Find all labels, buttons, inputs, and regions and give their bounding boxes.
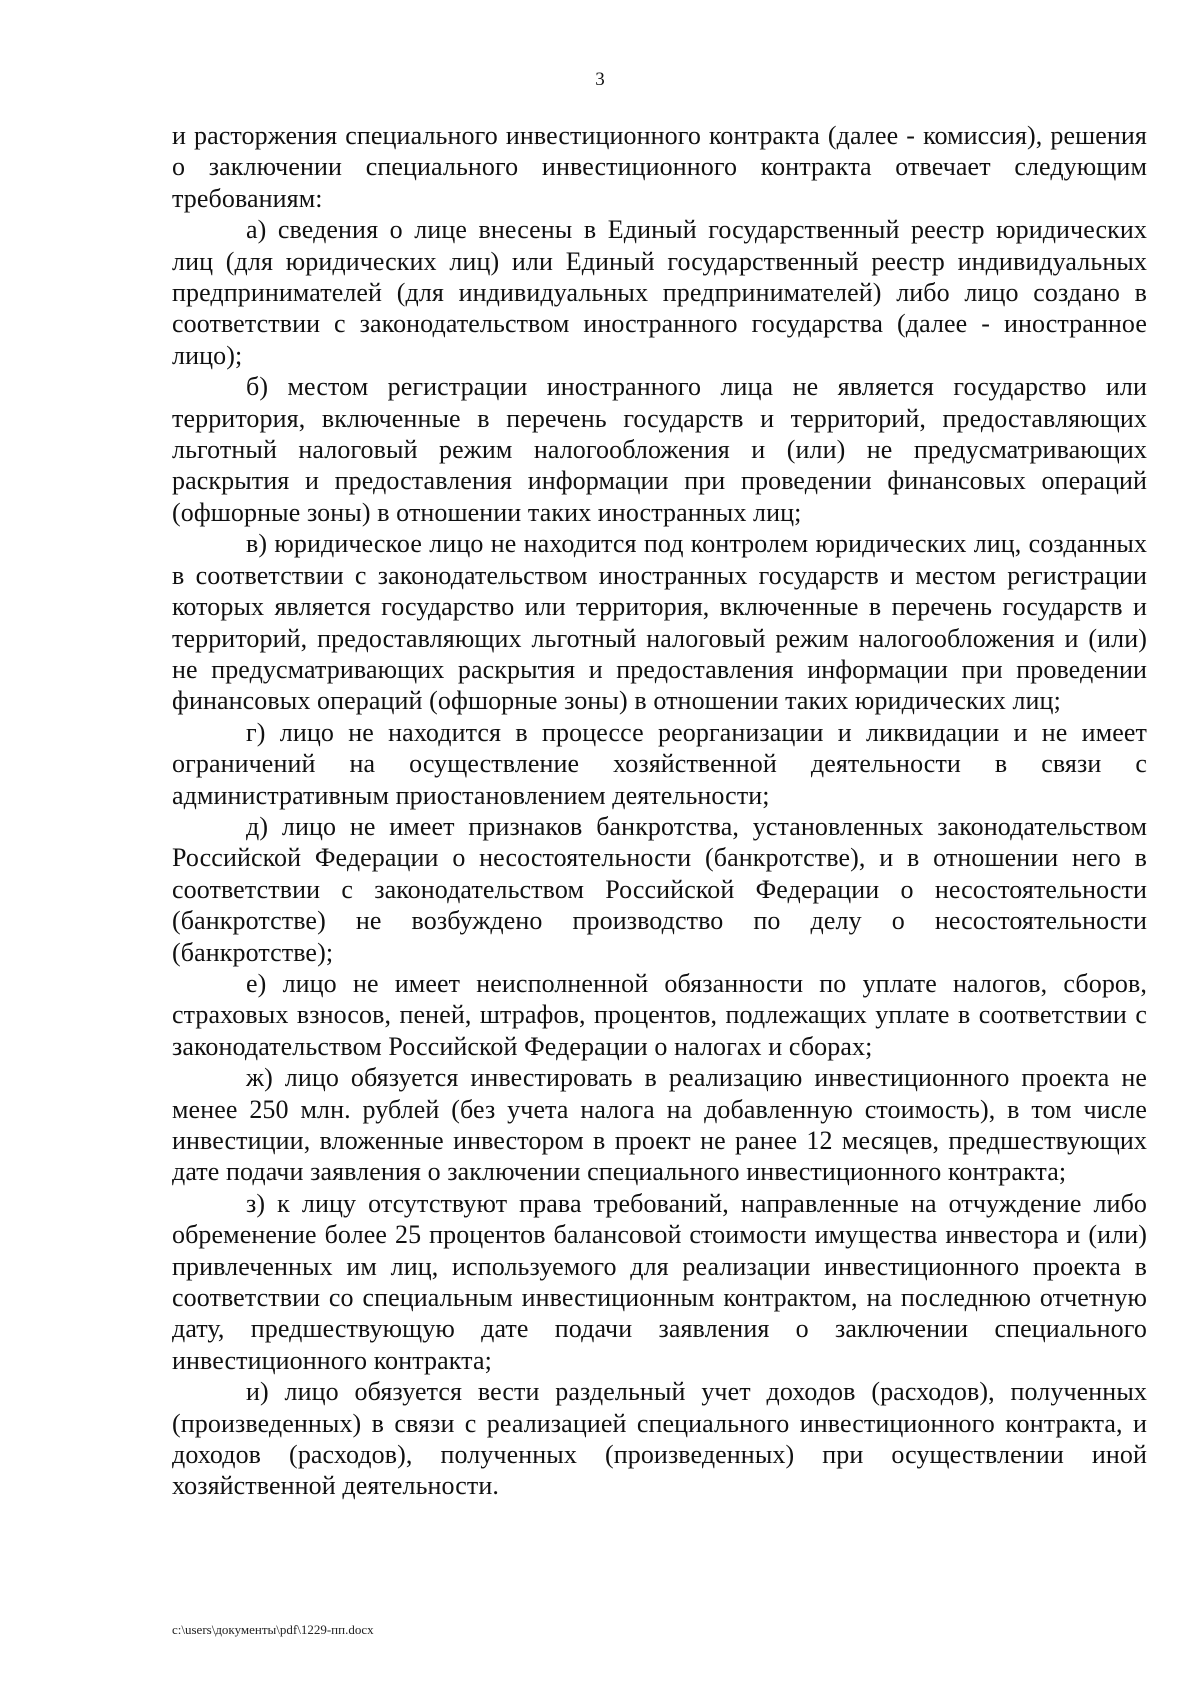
document-body (172, 120, 1147, 1502)
paragraph-item-v: в) юридическое лицо не находится под контролем юридических лиц, созданных в соответствии с законодательством иностранных государств и местом регистрации которых является государство или территория, включенные в перечень государств и территорий, предоставляющих льготный налоговый режим налогообложения и (или) не предусматривающих раскрытия и предоставления информации при проведении финансовых операций (офшорные зоны) в отношении таких юридических лиц; (172, 529, 1147, 716)
paragraph-item-d: д) лицо не имеет признаков банкротства, установленных законодательством Российской Федерации о несостоятельности (банкротстве), и в отношении него в соответствии с законодательством Российской Федерации о несостоятельности (банкротстве) не возбуждено производство по делу о несостоятельности (банкротстве); (172, 811, 1147, 967)
paragraph-item-i: и) лицо обязуется вести раздельный учет доходов (расходов), полученных (произведенных) в связи с реализацией специального инвестиционного контракта, и доходов (расходов), полученных (произведенных) при осуществлении иной хозяйственной деятельности. (172, 1377, 1147, 1501)
paragraph-item-b: б) местом регистрации иностранного лица не является государство или территория, включенные в перечень государств и территорий, предоставляющих льготный налоговый режим налогообложения и (или) не предусматривающих раскрытия и предоставления информации при проведении финансовых операций (офшорные зоны) в отношении таких иностранных лиц; (172, 372, 1147, 527)
footer-file-path: c:\users\документы\pdf\1229-пп.docx (172, 1622, 374, 1637)
paragraph-item-g: г) лицо не находится в процессе реорганизации и ликвидации и не имеет ограничений на осуществление хозяйственной деятельности в связи с административным приостановлением деятельности; (172, 717, 1147, 810)
paragraph-intro: и расторжения специального инвестиционного контракта (далее - комиссия), решения о заключении специального инвестиционного контракта отвечает следующим требованиям: (172, 121, 1147, 213)
paragraph-item-zh: ж) лицо обязуется инвестировать в реализацию инвестиционного проекта не менее 250 млн. рублей (без учета налога на добавленную стоимость), в том числе инвестиции, вложенные инвестором в проект не ранее 12 месяцев, предшествующих дате подачи заявления о заключении специального инвестиционного контракта; (172, 1063, 1147, 1187)
page-number: 3 (595, 69, 605, 90)
paragraph-item-a: а) сведения о лице внесены в Единый государственный реестр юридических лиц (для юридических лиц) или Единый государственный реестр индивидуальных предпринимателей (для индивидуальных предпринимателей) либо лицо создано в соответствии с законодательством иностранного государства (далее - иностранное лицо); (172, 215, 1147, 370)
paragraph-item-z: з) к лицу отсутствуют права требований, направленные на отчуждение либо обременение более 25 процентов балансовой стоимости имущества инвестора и (или) привлеченных им лиц, используемого для реализации инвестиционного проекта в соответствии со специальным инвестиционным контрактом, на последнюю отчетную дату, предшествующую дате подачи заявления о заключении специального инвестиционного контракта; (172, 1188, 1147, 1375)
paragraph-item-e: е) лицо не имеет неисполненной обязанности по уплате налогов, сборов, страховых взносов, пеней, штрафов, процентов, подлежащих уплате в соответствии с законодательством Российской Федерации о налогах и сборах; (172, 968, 1147, 1061)
